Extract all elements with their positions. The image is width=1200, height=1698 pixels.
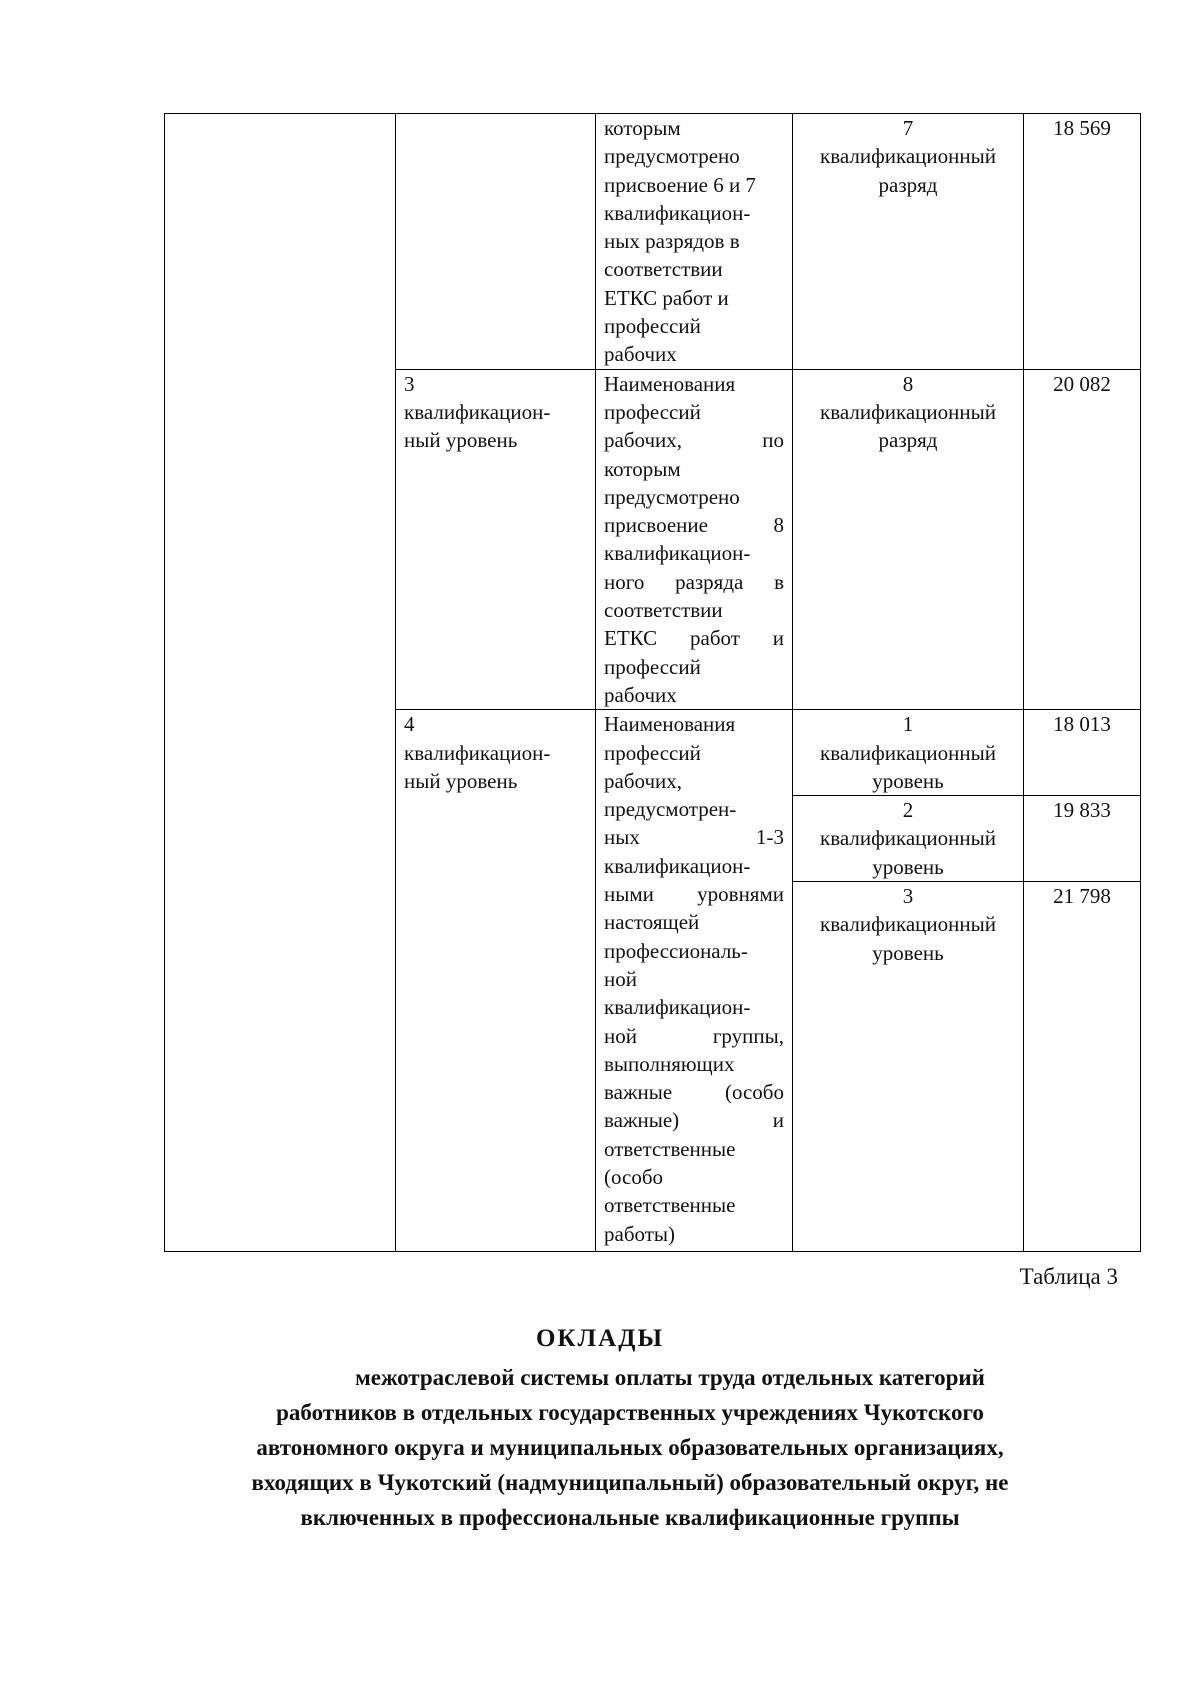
- description-line: профессий: [604, 314, 701, 339]
- description-line: ответственные: [604, 1136, 736, 1161]
- description-line: ЕТКС работ и: [604, 285, 729, 310]
- level-cell: [396, 369, 596, 710]
- level-cell: [396, 114, 596, 370]
- description-line: ными уровнями: [604, 882, 784, 907]
- level-cell: [396, 710, 596, 1252]
- description-line: ной: [604, 966, 637, 991]
- description-line: квалификацион-: [604, 200, 751, 225]
- subtitle-line: включенных в профессиональные квалификационные группы: [300, 1505, 960, 1530]
- qualification-cell: [793, 369, 1024, 710]
- description-line: профессий: [604, 740, 701, 765]
- qualification-cell: [793, 710, 1024, 796]
- qualification-number: 8: [902, 371, 914, 396]
- qualification-unit: уровень: [872, 940, 944, 965]
- salary-cell: 19 833: [1024, 796, 1141, 882]
- description-cell: [596, 369, 793, 710]
- description-cell: [596, 114, 793, 370]
- group-cell: [165, 114, 396, 1252]
- page-subtitle: [150, 1360, 1110, 1535]
- description-line: соответствии: [604, 598, 723, 623]
- qualification-label: квалификационный: [820, 826, 996, 851]
- qualification-number: 3: [902, 884, 914, 909]
- subtitle-line: автономного округа и муниципальных образовательных организациях,: [256, 1435, 1004, 1460]
- description-line: рабочих, по: [604, 428, 784, 453]
- description-line: квалификацион-: [604, 853, 751, 878]
- qualification-unit: уровень: [872, 854, 944, 879]
- description-line: профессий: [604, 399, 701, 424]
- level-number: 4: [404, 712, 415, 737]
- description-line: важные (особо: [604, 1080, 784, 1105]
- level-label: квалификацион-: [404, 740, 551, 765]
- description-line: ных 1-3: [604, 825, 784, 850]
- salary-table: [164, 113, 1141, 1252]
- qualification-unit: разряд: [878, 172, 938, 197]
- description-line: предусмотрено: [604, 484, 740, 509]
- table-caption: Таблица 3: [1019, 1264, 1118, 1289]
- description-line: Наименования: [604, 712, 736, 737]
- qualification-cell: [793, 796, 1024, 882]
- description-line: рабочих: [604, 342, 677, 367]
- description-line: предусмотрено: [604, 144, 740, 169]
- salary-cell: 20 082: [1024, 369, 1141, 710]
- qualification-unit: уровень: [872, 768, 944, 793]
- description-cell: [596, 710, 793, 1252]
- qualification-cell: [793, 882, 1024, 1252]
- qualification-label: квалификационный: [820, 912, 996, 937]
- description-line: присвоение 6 и 7: [604, 172, 756, 197]
- subtitle-line: работников в отдельных государственных учреждениях Чукотского: [276, 1400, 984, 1425]
- description-line: профессий: [604, 654, 701, 679]
- description-line: ной группы,: [604, 1023, 784, 1048]
- qualification-cell: [793, 114, 1024, 370]
- subtitle-line: межотраслевой системы оплаты труда отдельных категорий: [355, 1365, 985, 1390]
- qualification-label: квалификационный: [820, 144, 996, 169]
- description-line: работы): [604, 1221, 676, 1246]
- level-label: ный уровень: [404, 428, 518, 453]
- level-number: 3: [404, 371, 415, 396]
- description-line: выполняющих: [604, 1051, 735, 1076]
- qualification-number: 7: [902, 116, 914, 140]
- subtitle-line: входящих в Чукотский (надмуниципальный) образовательный округ, не: [251, 1470, 1009, 1495]
- description-line: которым: [604, 456, 681, 481]
- description-line: ответственные: [604, 1193, 736, 1218]
- level-label: ный уровень: [404, 768, 518, 793]
- salary-cell: 18 013: [1024, 710, 1141, 796]
- qualification-number: 1: [902, 712, 914, 737]
- description-line: которым: [604, 116, 681, 140]
- qualification-label: квалификационный: [820, 740, 996, 765]
- page-title: ОКЛАДЫ: [535, 1325, 664, 1352]
- level-label: квалификацион-: [404, 399, 551, 424]
- description-line: присвоение 8: [604, 513, 784, 538]
- description-line: настоящей: [604, 910, 700, 935]
- description-line: важные) и: [604, 1108, 784, 1133]
- table-row: [165, 114, 1141, 370]
- description-line: ных разрядов в: [604, 229, 740, 254]
- qualification-number: 2: [902, 798, 914, 823]
- salary-cell: 21 798: [1024, 882, 1141, 1252]
- description-line: рабочих: [604, 682, 677, 707]
- description-line: ЕТКС работ и: [604, 626, 784, 651]
- salary-cell: 18 569: [1024, 114, 1141, 370]
- description-line: (особо: [604, 1164, 664, 1189]
- qualification-label: квалификационный: [820, 399, 996, 424]
- description-line: квалификацион-: [604, 995, 751, 1020]
- description-line: соответствии: [604, 257, 723, 282]
- description-line: Наименования: [604, 371, 736, 396]
- qualification-unit: разряд: [878, 428, 938, 453]
- description-line: предусмотрен-: [604, 797, 737, 822]
- description-line: профессиональ-: [604, 938, 748, 963]
- description-line: ного разряда в: [604, 569, 784, 594]
- description-line: рабочих,: [604, 768, 683, 793]
- description-line: квалификацион-: [604, 541, 751, 566]
